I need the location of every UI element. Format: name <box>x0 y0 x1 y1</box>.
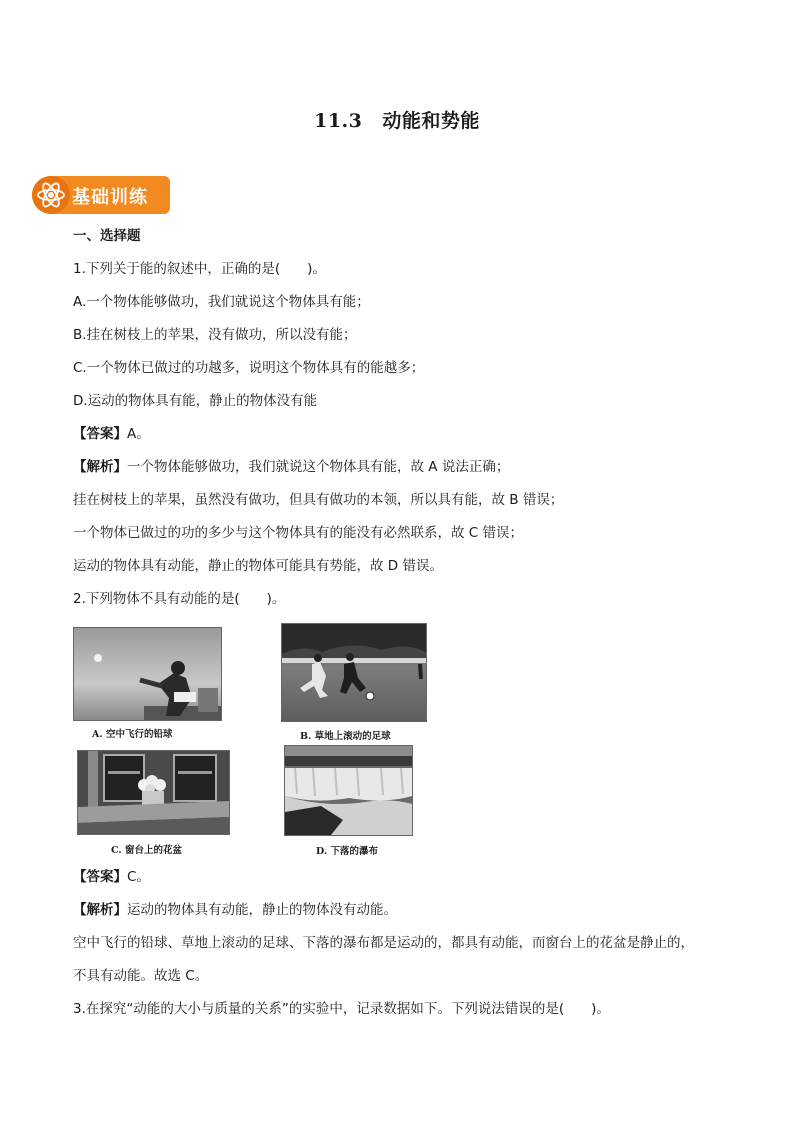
photo-waterfall <box>284 745 413 836</box>
q1-analysis-key: 【解析】 <box>73 459 127 475</box>
q1-answer-value: A。 <box>127 426 150 442</box>
q2-stem: 2.下列物体不具有动能的是( )。 <box>73 591 286 607</box>
caption-c: C. 窗台上的花盆 <box>111 845 183 856</box>
caption-d: D. 下落的瀑布 <box>316 846 379 857</box>
title-number: 11.3 <box>314 110 363 132</box>
q2-answer-key: 【答案】 <box>73 869 127 885</box>
q1-answer-key: 【答案】 <box>73 426 127 442</box>
q2-analysis-line-2: 空中飞行的铅球、草地上滚动的足球、下落的瀑布都是运动的，都具有动能，而窗台上的花盆是静止的， <box>73 935 694 951</box>
photo-shot-put <box>73 627 222 721</box>
q1-answer <box>73 424 150 444</box>
section-heading: 一、选择题 <box>73 228 141 244</box>
q1-analysis-text-1: 一个物体能够做功，我们就说这个物体具有能，故 A 说法正确； <box>127 459 510 475</box>
q2-answer <box>73 867 150 887</box>
q2-analysis-line-1 <box>73 900 397 920</box>
q1-analysis-line-4: 运动的物体具有动能，静止的物体可能具有势能，故 D 错误。 <box>73 558 443 574</box>
page-title <box>0 106 794 133</box>
section-badge <box>32 176 170 214</box>
q1-stem: 1.下列关于能的叙述中，正确的是( )。 <box>73 261 326 277</box>
q1-analysis-line-1 <box>73 457 509 477</box>
q2-analysis-text-1: 运动的物体具有动能，静止的物体没有动能。 <box>127 902 397 918</box>
q1-analysis-line-3: 一个物体已做过的功的多少与这个物体具有的能没有必然联系，故 C 错误； <box>73 525 524 541</box>
title-text: 动能和势能 <box>382 110 480 132</box>
q3-stem: 3.在探究“动能的大小与质量的关系”的实验中，记录数据如下。下列说法错误的是( )。 <box>73 1001 610 1017</box>
q1-analysis-line-2: 挂在树枝上的苹果，虽然没有做功，但具有做功的本领，所以具有能，故 B 错误； <box>73 492 564 508</box>
photo-flower-pot <box>77 750 230 835</box>
q2-answer-value: C。 <box>127 869 150 885</box>
caption-b: B. 草地上滚动的足球 <box>300 731 391 742</box>
caption-a: A. 空中飞行的铅球 <box>92 729 173 740</box>
q2-analysis-key: 【解析】 <box>73 902 127 918</box>
q1-option-c: C.一个物体已做过的功越多，说明这个物体具有的能越多； <box>73 360 425 376</box>
q1-option-d: D.运动的物体具有能，静止的物体没有能 <box>73 393 318 409</box>
q1-option-a: A.一个物体能够做功，我们就说这个物体具有能； <box>73 294 370 310</box>
q2-analysis-line-3: 不具有动能。故选 C。 <box>73 968 209 984</box>
atom-icon <box>32 176 70 214</box>
q1-option-b: B.挂在树枝上的苹果，没有做功，所以没有能； <box>73 327 357 343</box>
photo-football <box>281 623 427 722</box>
badge-label: 基础训练 <box>72 187 148 208</box>
